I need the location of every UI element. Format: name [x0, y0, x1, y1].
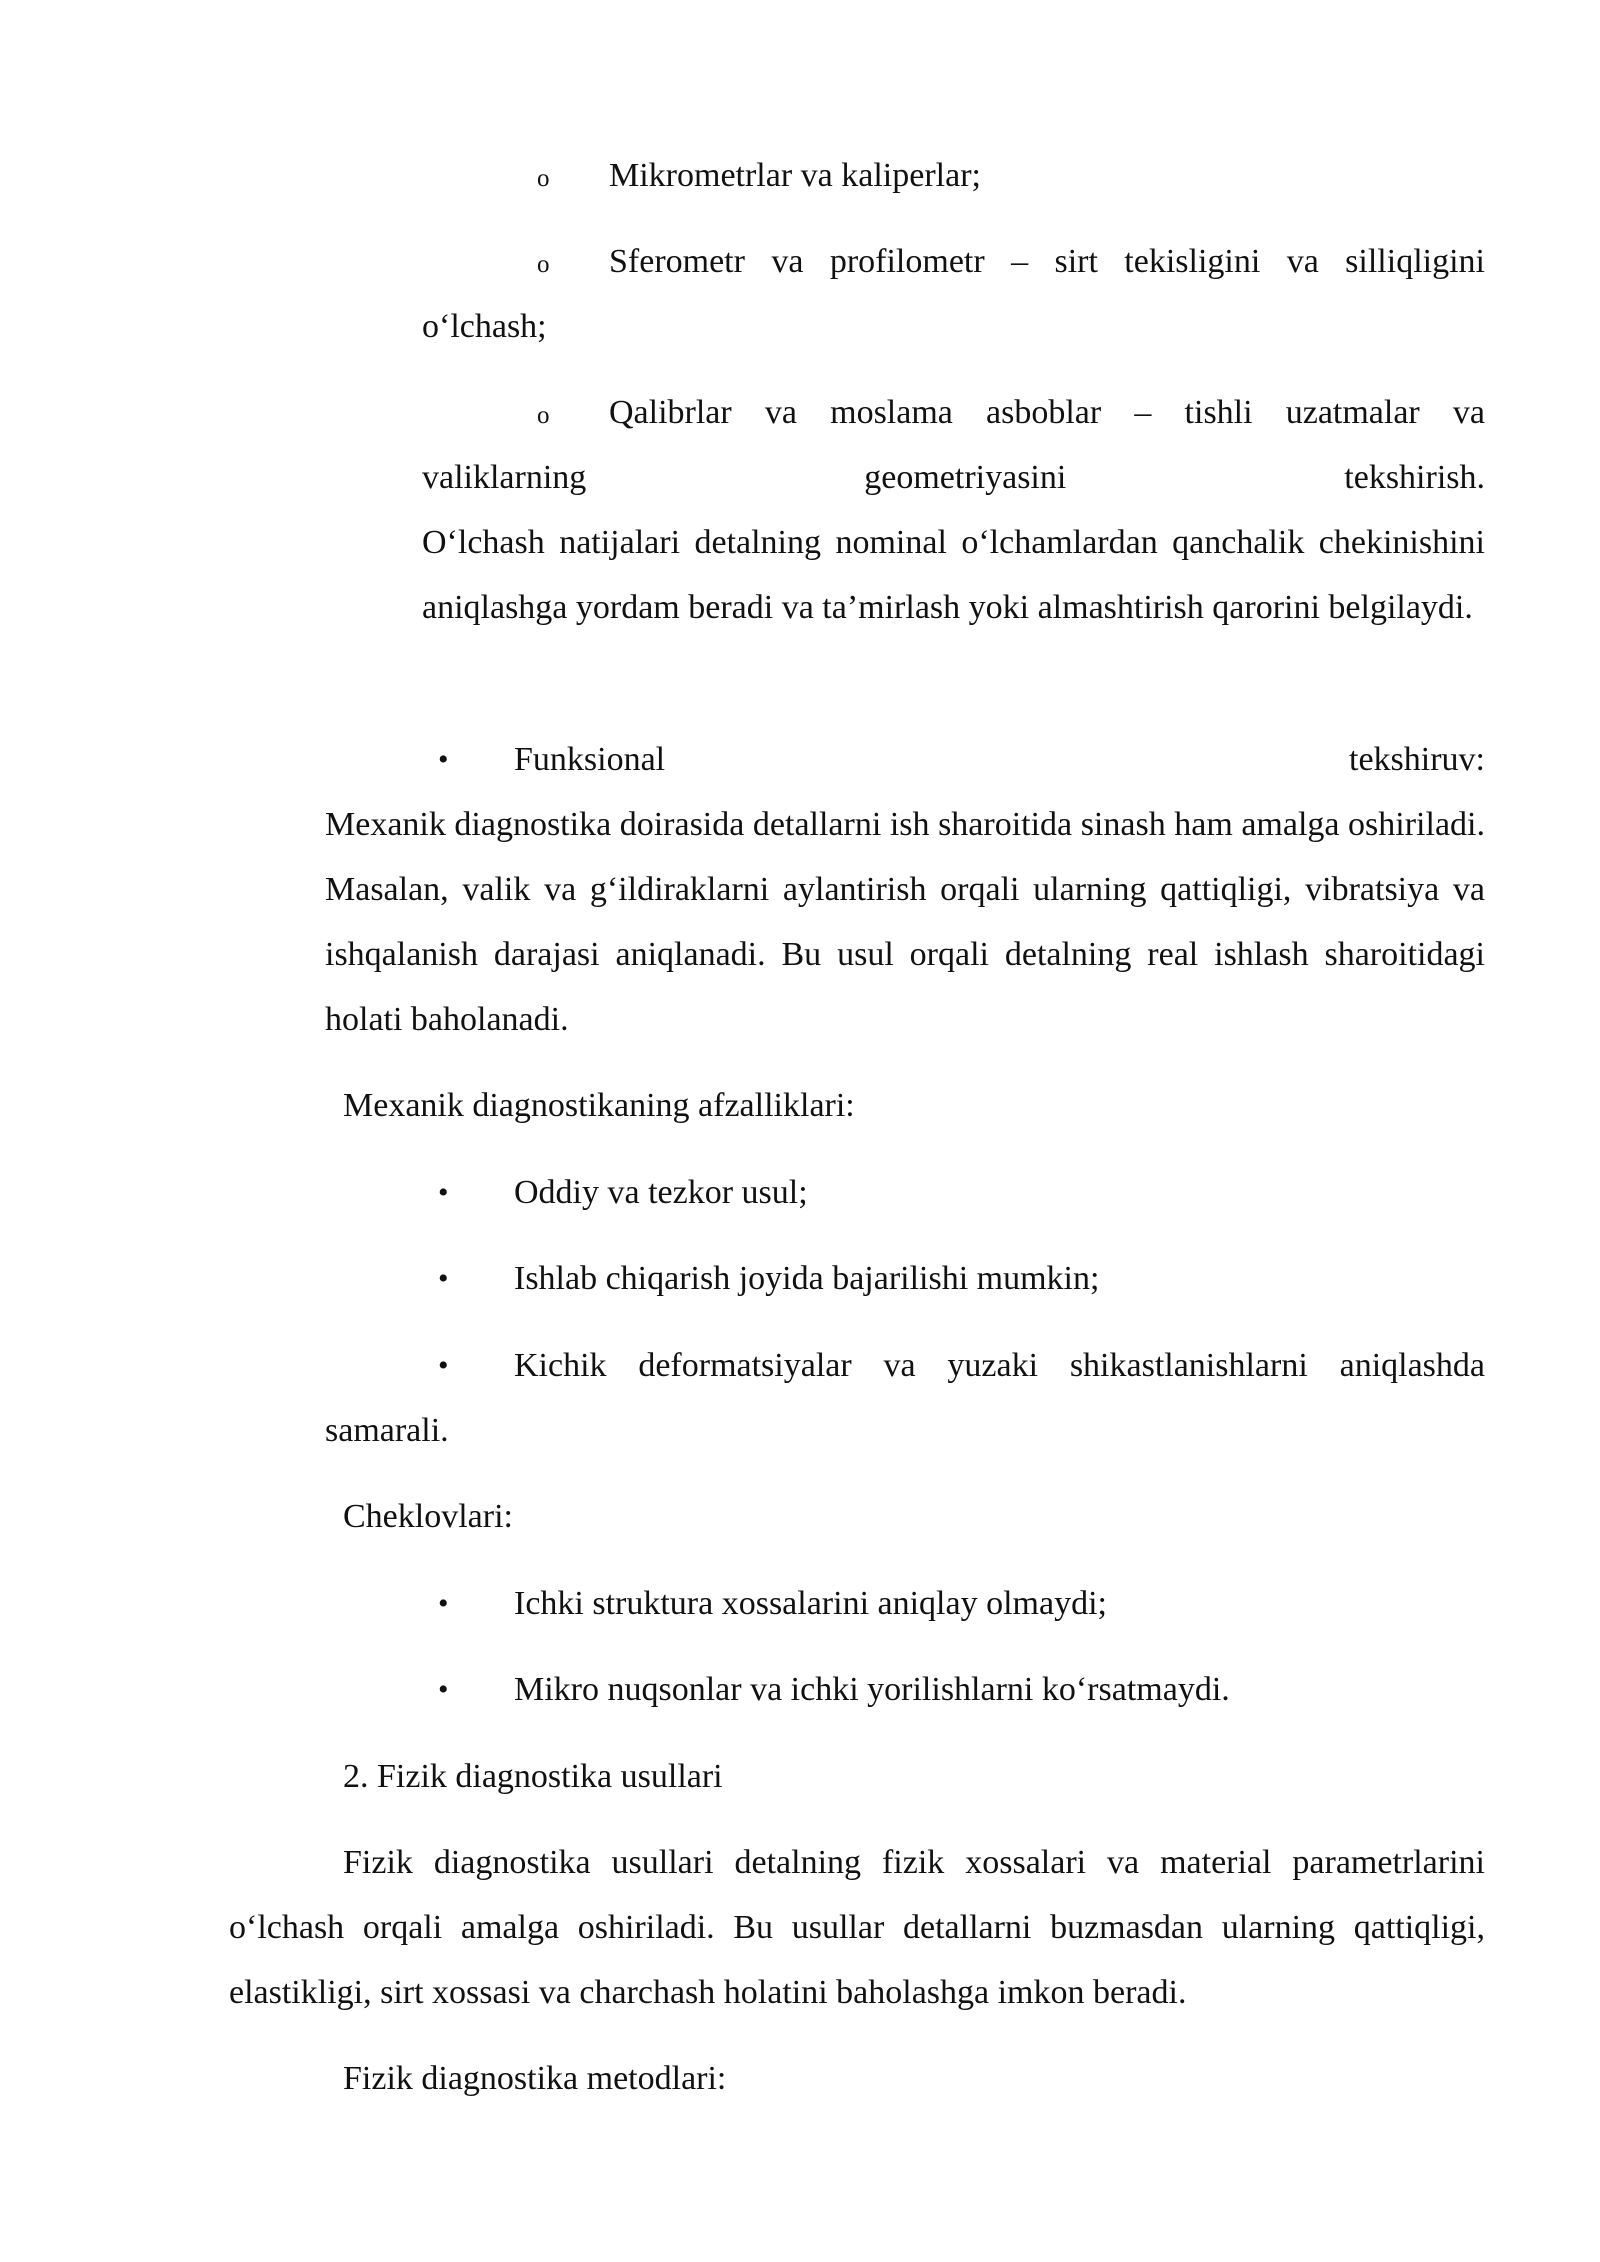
measurement-result-paragraph: O‘lchash natijalari detalning nominal o‘lchamlardan qanchalik chekinishini aniqlashga yordam beradi va ta’mirlash yoki almashtirish qarorini belgilaydi. [422, 524, 1485, 626]
functional-check-paragraph: Mexanik diagnostika doirasida detallarni ish sharoitida sinash ham amalga oshiriladi. Masalan, valik va g‘ildiraklarni aylantirish orqali ularning qattiqligi, vibratsiya va ishqalanish darajasi aniqlanadi. Bu usul orqali detalning real ishlash sharoitidagi holati baholanadi. [325, 806, 1485, 1038]
bullet-marker: • [438, 1262, 449, 1295]
bullet-marker: • [438, 1673, 449, 1706]
limitation-item-2: Mikro nuqsonlar va ichki yorilishlarni ko‘rsatmaydi. [514, 1671, 1230, 1708]
instrument-item-3-line-1: Qalibrlar va moslama asboblar – tishli uzatmalar va [609, 394, 1485, 431]
bullet-marker: • [438, 1587, 449, 1620]
instrument-item-2-line-1: Sferometr va profilometr – sirt tekisligini va silliqligini [609, 243, 1485, 280]
advantage-item-2: Ishlab chiqarish joyida bajarilishi mumkin; [514, 1260, 1100, 1297]
limitation-item-1: Ichki struktura xossalarini aniqlay olmaydi; [514, 1585, 1107, 1622]
functional-check-heading: Funksional tekshiruv: [514, 741, 1485, 778]
advantage-item-1: Oddiy va tezkor usul; [514, 1174, 808, 1211]
methods-heading: Fizik diagnostika metodlari: [343, 2060, 727, 2097]
bullet-marker: • [438, 1349, 449, 1382]
list-marker-o: o [537, 251, 550, 278]
bullet-marker: • [438, 743, 449, 776]
section-2-title: 2. Fizik diagnostika usullari [343, 1758, 723, 1795]
instrument-item-3-line-2: valiklarning geometriyasini tekshirish. [422, 459, 1485, 496]
advantage-item-3: Kichik deformatsiyalar va yuzaki shikastlanishlarni aniqlashda samarali. [325, 1347, 1485, 1449]
advantages-heading: Mexanik diagnostikaning afzalliklari: [343, 1087, 855, 1124]
instrument-item-1: Mikrometrlar va kaliperlar; [609, 157, 981, 194]
instrument-item-2-line-2: o‘lchash; [422, 308, 547, 345]
limitations-heading: Cheklovlari: [343, 1498, 513, 1535]
section-2-paragraph: Fizik diagnostika usullari detalning fizik xossalari va material parametrlarini o‘lchash orqali amalga oshiriladi. Bu usullar detallarni buzmasdan ularning qattiqligi, elastikligi, sirt xossasi va charchash holatini baholashga imkon beradi. [229, 1844, 1485, 2011]
list-marker-o: o [537, 165, 550, 192]
bullet-marker: • [438, 1176, 449, 1209]
list-marker-o: o [537, 402, 550, 429]
